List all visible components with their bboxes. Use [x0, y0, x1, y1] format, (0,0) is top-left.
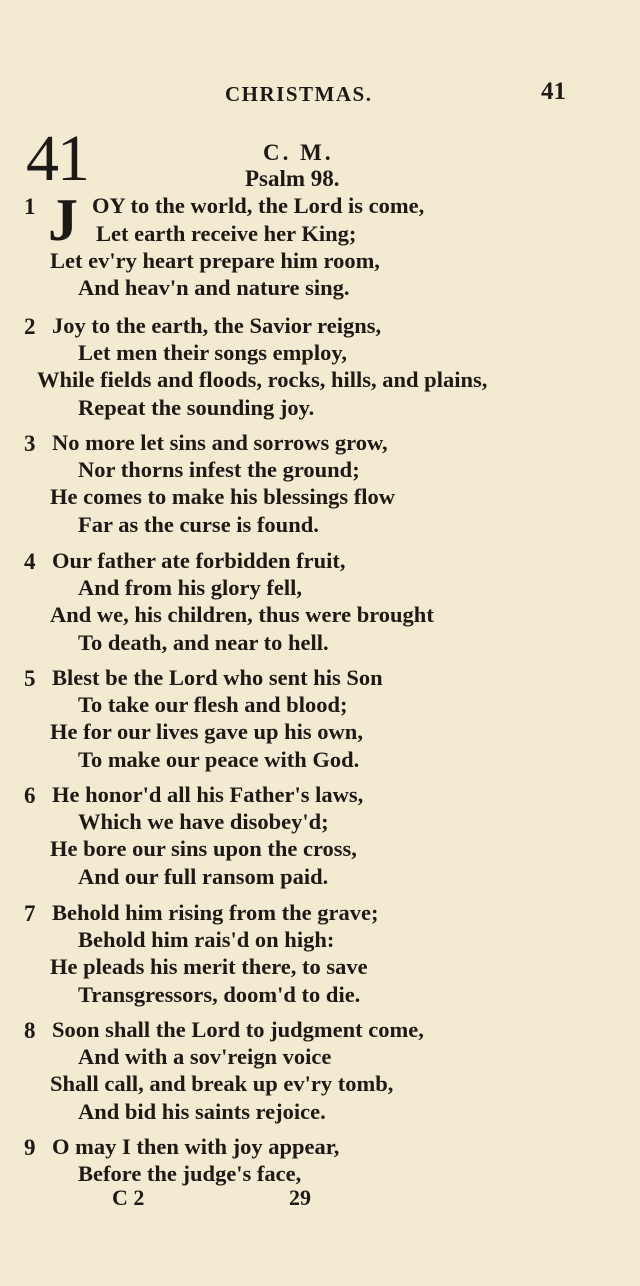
- verse-line: Let earth receive her King;: [96, 221, 357, 246]
- verse-line: While fields and floods, rocks, hills, and plains,: [37, 367, 488, 392]
- verse-line: Transgressors, doom'd to die.: [78, 982, 361, 1007]
- verse-line: And heav'n and nature sing.: [78, 275, 350, 300]
- verse-line: Far as the curse is found.: [78, 512, 319, 537]
- verse-line: Nor thorns infest the ground;: [78, 457, 360, 482]
- verse-line: Behold him rais'd on high:: [78, 927, 335, 952]
- hymn-meter: C. M.: [263, 140, 334, 165]
- stanza-number: 1: [24, 194, 36, 219]
- stanza-number: 5: [24, 666, 36, 691]
- verse-line: To make our peace with God.: [78, 747, 360, 772]
- verse-line: Let ev'ry heart prepare him room,: [50, 248, 380, 273]
- stanza-number: 9: [24, 1135, 36, 1160]
- verse-line: And from his glory fell,: [78, 575, 302, 600]
- verse-line: He honor'd all his Father's laws,: [52, 782, 364, 807]
- verse-line: And our full ransom paid.: [78, 864, 329, 889]
- verse-line: And with a sov'reign voice: [78, 1044, 332, 1069]
- stanza-number: 4: [24, 549, 36, 574]
- verse-line: O may I then with joy appear,: [52, 1134, 340, 1159]
- drop-cap: J: [48, 187, 78, 253]
- running-head: CHRISTMAS.: [225, 82, 373, 106]
- psalm-reference: Psalm 98.: [245, 166, 340, 191]
- hymn-number: 41: [26, 122, 88, 195]
- stanza-number: 3: [24, 431, 36, 456]
- page-number: 41: [541, 78, 566, 105]
- verse-line: And we, his children, thus were brought: [50, 602, 434, 627]
- verse-line: To death, and near to hell.: [78, 630, 329, 655]
- verse-line: Repeat the sounding joy.: [78, 395, 315, 420]
- verse-line: Soon shall the Lord to judgment come,: [52, 1017, 424, 1042]
- verse-line: Behold him rising from the grave;: [52, 900, 379, 925]
- stanza-number: 8: [24, 1018, 36, 1043]
- verse-line: He comes to make his blessings flow: [50, 484, 395, 509]
- verse-line: He pleads his merit there, to save: [50, 954, 368, 979]
- verse-line: Shall call, and break up ev'ry tomb,: [50, 1071, 394, 1096]
- verse-line: Which we have disobey'd;: [78, 809, 329, 834]
- verse-line: To take our flesh and blood;: [78, 692, 348, 717]
- verse-line: He bore our sins upon the cross,: [50, 836, 357, 861]
- footer-number: 29: [289, 1185, 311, 1210]
- verse-line: Let men their songs employ,: [78, 340, 347, 365]
- stanza-number: 7: [24, 901, 36, 926]
- verse-line: And bid his saints rejoice.: [78, 1099, 326, 1124]
- signature-mark: C 2: [112, 1185, 145, 1210]
- verse-line: Joy to the earth, the Savior reigns,: [52, 313, 382, 338]
- stanza-number: 6: [24, 783, 36, 808]
- verse-line: OY to the world, the Lord is come,: [92, 193, 425, 218]
- verse-line: No more let sins and sorrows grow,: [52, 430, 388, 455]
- verse-line: Blest be the Lord who sent his Son: [52, 665, 383, 690]
- verse-line: Before the judge's face,: [78, 1161, 302, 1186]
- verse-line: Our father ate forbidden fruit,: [52, 548, 346, 573]
- verse-line: He for our lives gave up his own,: [50, 719, 363, 744]
- stanza-number: 2: [24, 314, 36, 339]
